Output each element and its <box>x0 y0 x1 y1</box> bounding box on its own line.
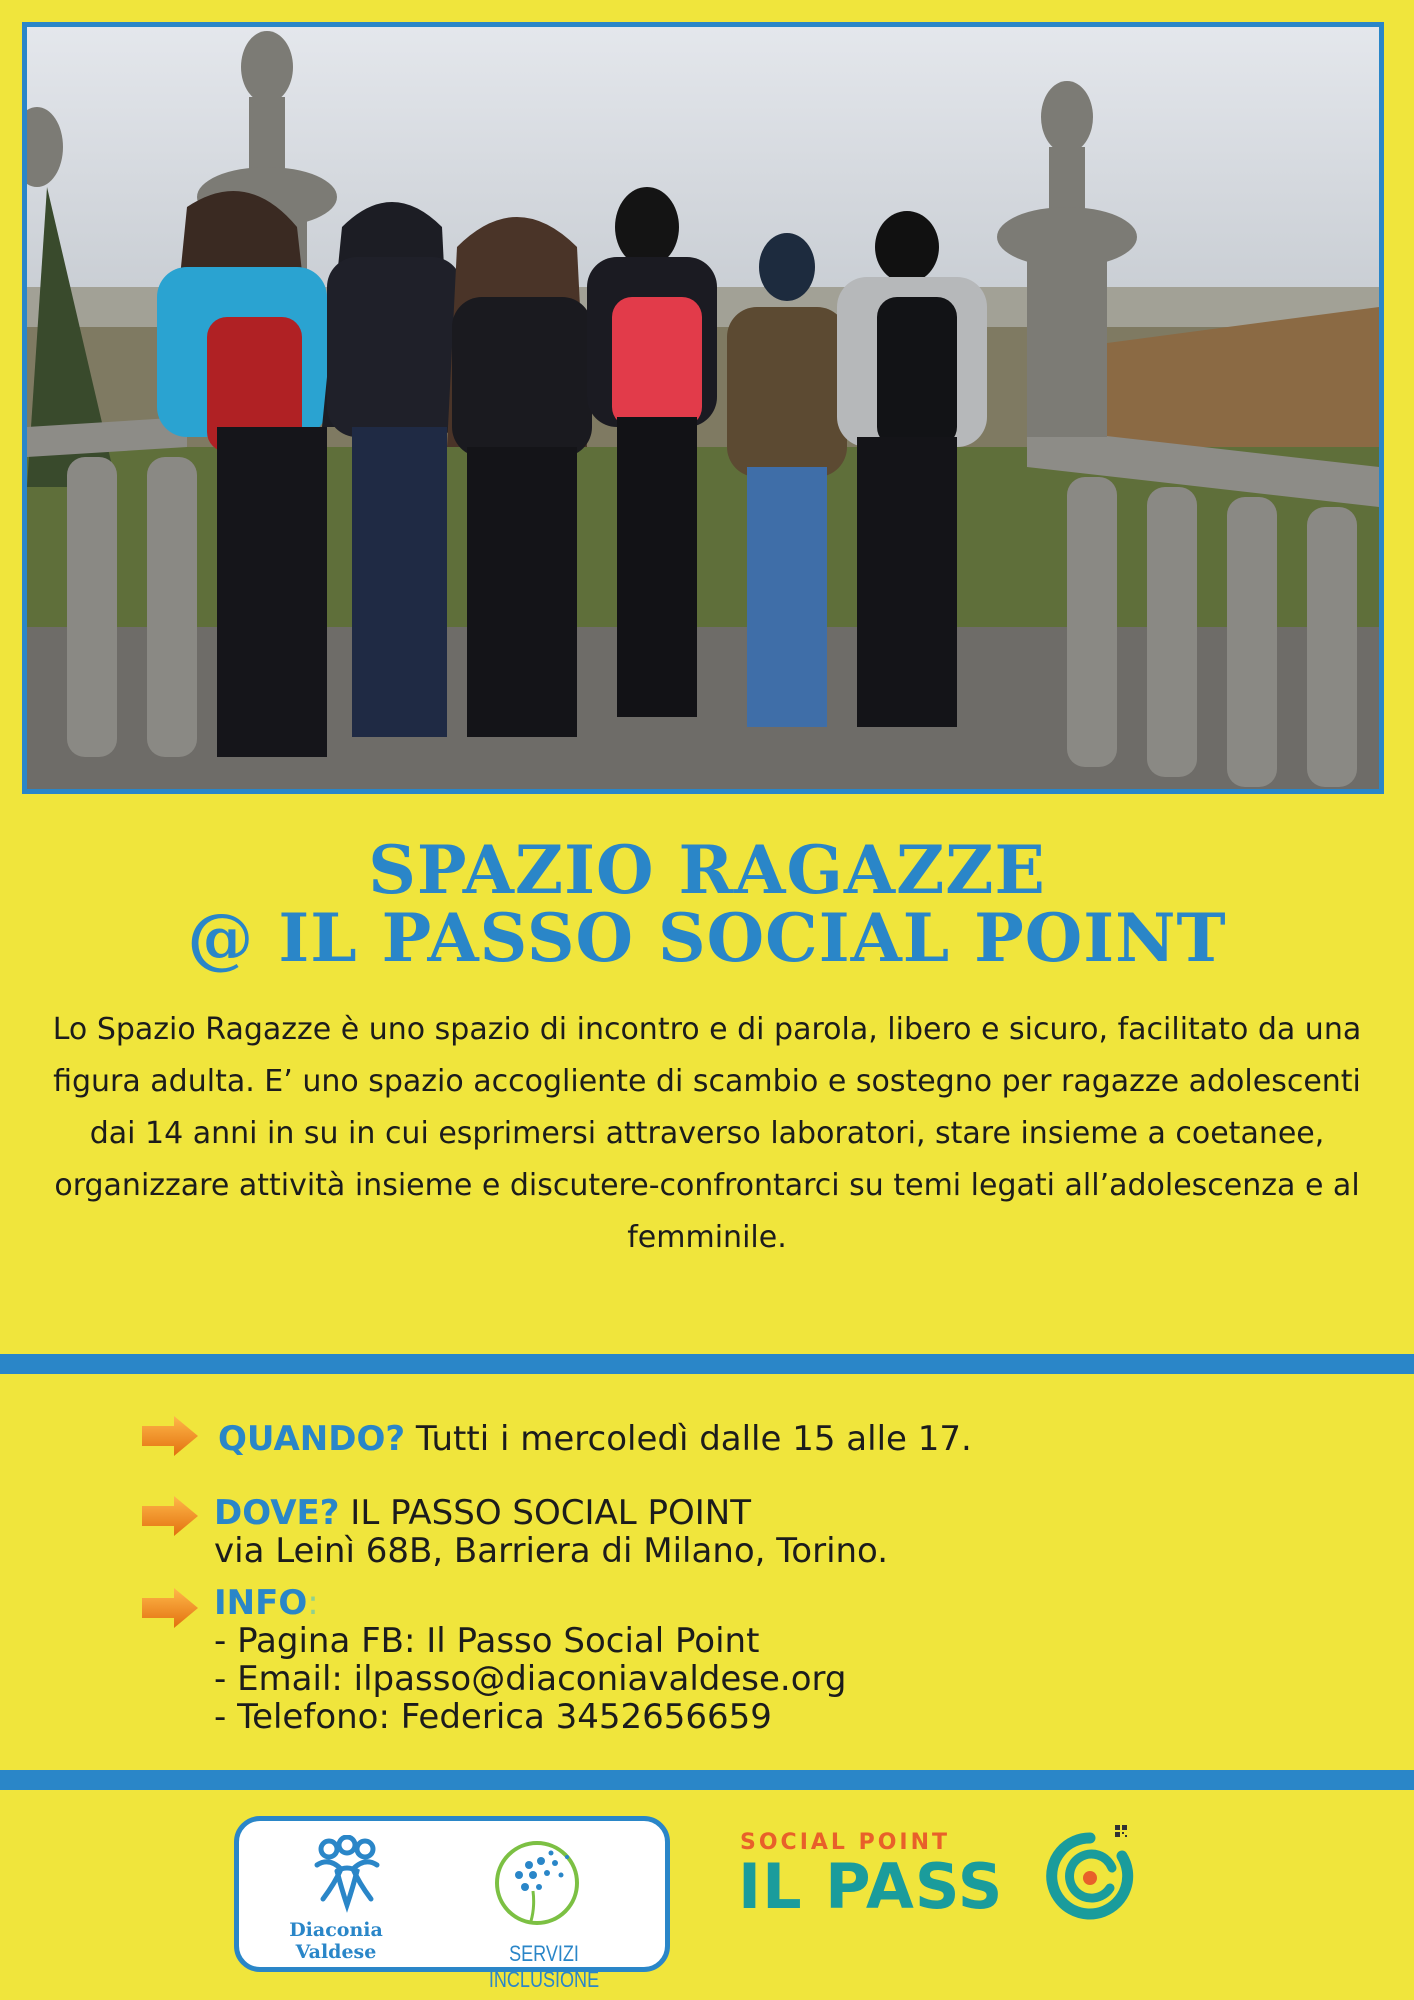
orange-arrow-icon <box>140 1494 200 1538</box>
social-point-logo-text: SOCIAL POINT <box>740 1830 951 1855</box>
orange-arrow-icon <box>140 1586 200 1630</box>
info-email: - Email: ilpasso@diaconiavaldese.org <box>214 1659 847 1699</box>
qr-code-icon <box>1114 1824 1128 1838</box>
servizi-inclusione-logo-text: SERVIZI INCLUSIONE <box>488 1941 600 1992</box>
valdese-text: Valdese <box>295 1941 377 1963</box>
il-passo-ring-icon <box>1040 1826 1140 1926</box>
diaconia-text: Diaconia <box>289 1919 383 1941</box>
when-value: Tutti i mercoledì dalle 15 alle 17. <box>415 1419 972 1459</box>
orange-arrow-icon <box>140 1414 200 1458</box>
info-facebook: - Pagina FB: Il Passo Social Point <box>214 1621 760 1661</box>
group-of-girls-on-balcony-image <box>27 27 1379 789</box>
when-row <box>218 1420 972 1458</box>
page-title-line-2: @ IL PASSO SOCIAL POINT <box>187 899 1227 977</box>
where-value: IL PASSO SOCIAL POINT <box>350 1493 752 1533</box>
where-row <box>214 1494 888 1570</box>
description-paragraph: Lo Spazio Ragazze è uno spazio di incontro e di parola, libero e sicuro, facilitato da una figura adulta. E’ uno spazio accogliente di scambio e sostegno per ragazze adolescenti dai 14 anni in su in cui esprimersi attraverso laboratori, stare insieme a coetanee, organizzare attività insieme e discutere-confrontarci su temi legati all’adolescenza e al femminile. <box>52 1012 1362 1255</box>
info-label: INFO <box>214 1583 308 1623</box>
where-address: via Leinì 68B, Barriera di Milano, Torino. <box>214 1531 889 1571</box>
divider-band-top <box>0 1354 1414 1374</box>
partner-logos-box <box>234 1816 670 1992</box>
diaconia-valdese-logo-text <box>281 1919 391 1963</box>
dandelion-logo-icon <box>489 1835 585 1939</box>
page-title-line-1: SPAZIO RAGAZZE <box>368 831 1046 909</box>
divider-band-bottom <box>0 1770 1414 1790</box>
info-row <box>214 1584 847 1736</box>
hero-photo <box>22 22 1384 794</box>
il-passo-logo-text: IL PASS <box>738 1850 1004 1923</box>
where-label: DOVE? <box>214 1493 340 1533</box>
info-phone: - Telefono: Federica 3452656659 <box>214 1697 772 1737</box>
diaconia-people-logo-icon <box>307 1835 387 1915</box>
when-label: QUANDO? <box>218 1419 406 1459</box>
info-colon: : <box>307 1583 319 1623</box>
